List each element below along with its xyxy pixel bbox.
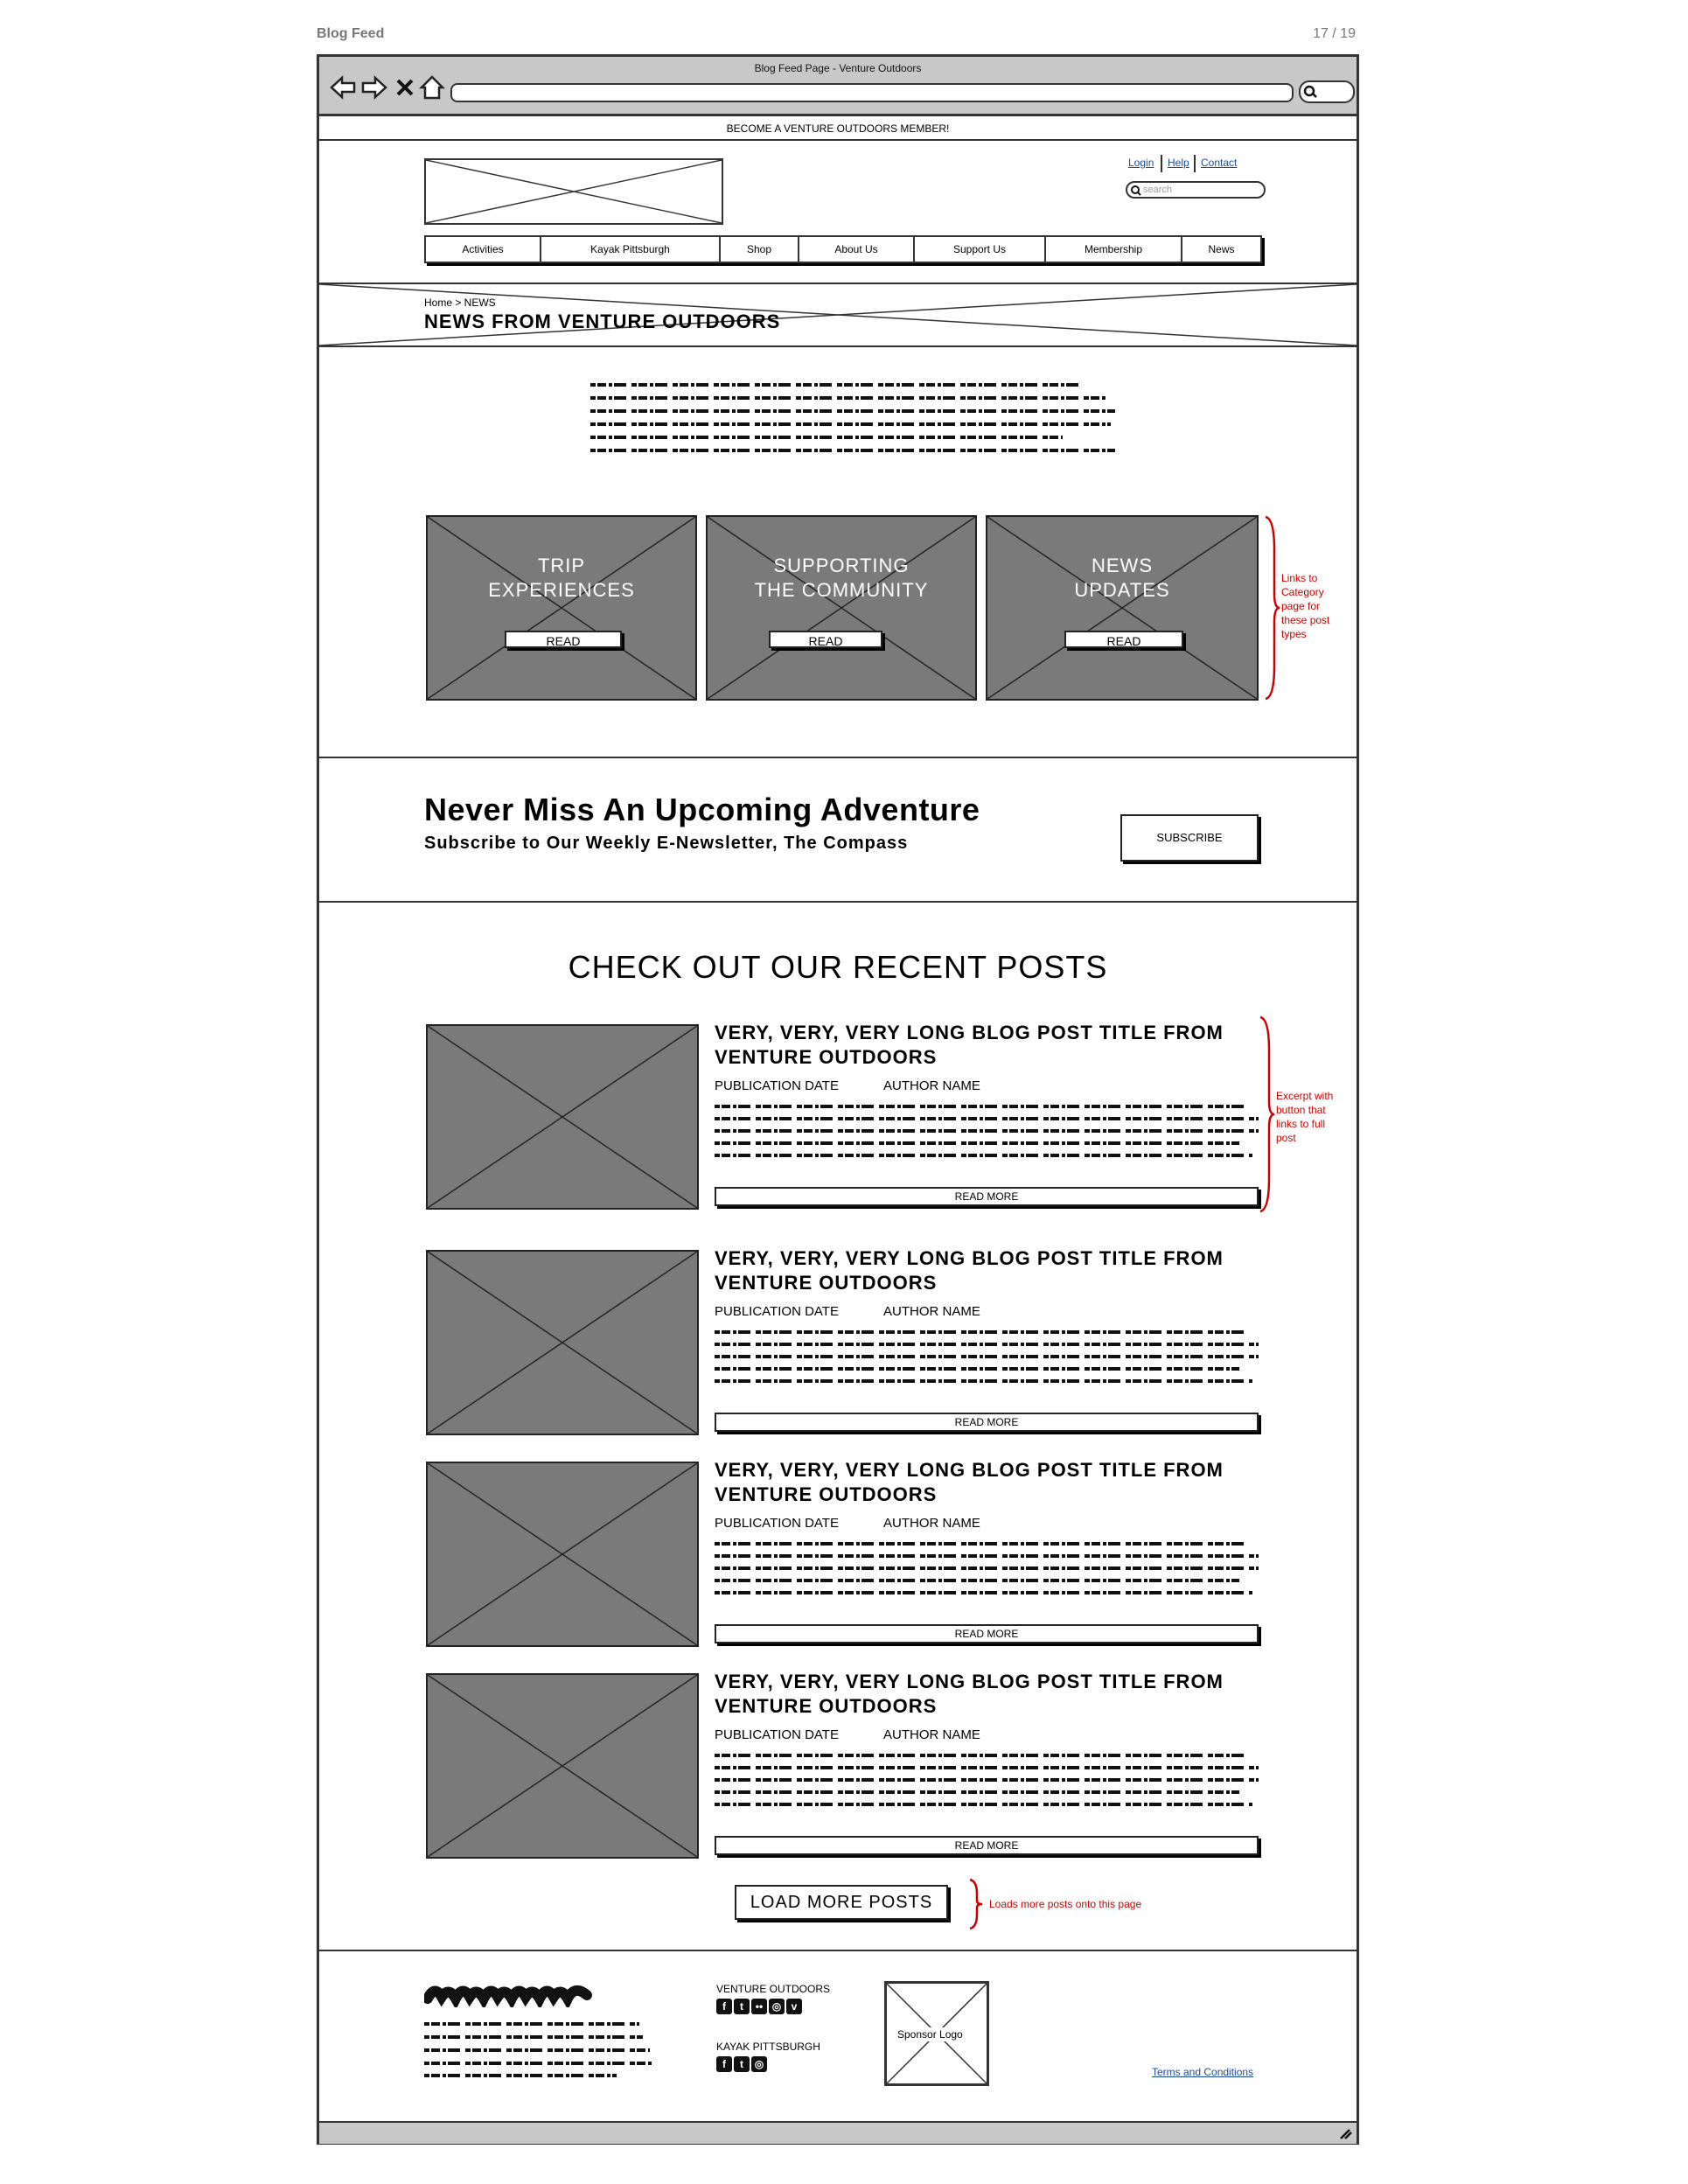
nav-activities[interactable]: Activities bbox=[426, 237, 541, 262]
sponsor-label: Sponsor Logo bbox=[897, 2028, 963, 2041]
footer-text-placeholder bbox=[424, 2020, 652, 2081]
read-button[interactable]: READ bbox=[769, 631, 882, 648]
footer-logo-placeholder bbox=[424, 1981, 592, 2007]
contact-link[interactable]: Contact bbox=[1201, 157, 1238, 169]
post-image[interactable] bbox=[426, 1250, 699, 1435]
subscribe-button[interactable]: SUBSCRIBE bbox=[1120, 814, 1259, 862]
category-label: NEWS bbox=[1092, 555, 1153, 576]
close-icon[interactable] bbox=[391, 73, 421, 102]
social-icons-venture-outdoors bbox=[716, 1999, 804, 2014]
facebook-icon[interactable]: f bbox=[716, 2056, 732, 2072]
post-image[interactable] bbox=[426, 1024, 699, 1210]
category-label: UPDATES bbox=[1074, 579, 1170, 601]
search-icon bbox=[1302, 82, 1320, 100]
search-input[interactable] bbox=[1126, 181, 1266, 199]
org-label-kayak-pittsburgh: KAYAK PITTSBURGH bbox=[716, 2041, 820, 2053]
annotation-brace bbox=[1264, 515, 1281, 701]
read-more-button[interactable]: READ MORE bbox=[715, 1413, 1259, 1432]
address-bar[interactable] bbox=[450, 83, 1294, 102]
post-author: AUTHOR NAME bbox=[883, 1078, 980, 1093]
read-button[interactable]: READ bbox=[505, 631, 622, 648]
divider bbox=[319, 757, 1357, 758]
annotation-brace bbox=[968, 1878, 984, 1930]
divider bbox=[1161, 155, 1162, 172]
post-date: PUBLICATION DATE bbox=[715, 1727, 839, 1742]
instagram-icon[interactable]: ◎ bbox=[751, 2056, 767, 2072]
post-date: PUBLICATION DATE bbox=[715, 1304, 839, 1319]
browser-toolbar bbox=[319, 57, 1357, 116]
category-label: SUPPORTING bbox=[773, 555, 910, 576]
breadcrumb[interactable]: Home > NEWS bbox=[424, 297, 496, 309]
annotation-load-more: Loads more posts onto this page bbox=[989, 1898, 1142, 1910]
read-more-button[interactable]: READ MORE bbox=[715, 1624, 1259, 1643]
category-label: EXPERIENCES bbox=[488, 579, 635, 601]
nav-kayak-pittsburgh[interactable]: Kayak Pittsburgh bbox=[541, 237, 721, 262]
category-label: TRIP bbox=[537, 555, 586, 576]
twitter-icon[interactable]: t bbox=[734, 2056, 750, 2072]
help-link[interactable]: Help bbox=[1168, 157, 1189, 169]
post-title[interactable]: VERY, VERY, VERY LONG BLOG POST TITLE FROM VENTURE OUTDOORS bbox=[715, 1459, 1224, 1505]
post-title[interactable]: VERY, VERY, VERY LONG BLOG POST TITLE FROM VENTURE OUTDOORS bbox=[715, 1671, 1224, 1717]
post-excerpt-placeholder bbox=[715, 1329, 1259, 1390]
category-tile-community[interactable] bbox=[706, 515, 977, 701]
read-button[interactable]: READ bbox=[1064, 631, 1183, 648]
home-icon[interactable] bbox=[417, 73, 447, 102]
annotation-categories: Links to Category page for these post types bbox=[1281, 572, 1330, 640]
post-date: PUBLICATION DATE bbox=[715, 1516, 839, 1531]
post-image[interactable] bbox=[426, 1462, 699, 1647]
browser-window bbox=[317, 54, 1359, 2145]
divider bbox=[1194, 155, 1196, 172]
post-title[interactable]: VERY, VERY, VERY LONG BLOG POST TITLE FROM VENTURE OUTDOORS bbox=[715, 1022, 1224, 1068]
divider bbox=[319, 1950, 1357, 1951]
post-date: PUBLICATION DATE bbox=[715, 1078, 839, 1093]
post-author: AUTHOR NAME bbox=[883, 1304, 980, 1319]
category-tile-trip[interactable] bbox=[426, 515, 697, 701]
newsletter-subhead: Subscribe to Our Weekly E-Newsletter, The Compass bbox=[424, 834, 909, 853]
divider bbox=[319, 901, 1357, 903]
instagram-icon[interactable]: ◎ bbox=[769, 1999, 785, 2014]
post-author: AUTHOR NAME bbox=[883, 1727, 980, 1742]
twitter-icon[interactable]: t bbox=[734, 1999, 750, 2014]
browser-search-button[interactable] bbox=[1299, 80, 1355, 103]
load-more-button[interactable]: LOAD MORE POSTS bbox=[735, 1885, 948, 1920]
forward-icon[interactable] bbox=[359, 73, 389, 102]
org-label-venture-outdoors: VENTURE OUTDOORS bbox=[716, 1983, 831, 1995]
post-excerpt-placeholder bbox=[715, 1540, 1259, 1601]
recent-posts-heading: CHECK OUT OUR RECENT POSTS bbox=[568, 949, 1108, 985]
social-icons-kayak-pittsburgh bbox=[716, 2056, 769, 2072]
nav-news[interactable]: News bbox=[1208, 243, 1235, 255]
post-title[interactable]: VERY, VERY, VERY LONG BLOG POST TITLE FROM VENTURE OUTDOORS bbox=[715, 1247, 1224, 1294]
nav-membership[interactable]: Membership bbox=[1046, 237, 1182, 262]
browser-status-bar bbox=[319, 2121, 1357, 2144]
annotation-brace bbox=[1259, 1015, 1276, 1213]
post-image[interactable] bbox=[426, 1673, 699, 1859]
logo-placeholder[interactable] bbox=[424, 158, 723, 225]
sponsor-logo[interactable] bbox=[884, 1981, 989, 2086]
search-placeholder: search bbox=[1143, 185, 1173, 195]
nav-support-us[interactable]: Support Us bbox=[915, 237, 1046, 262]
category-tile-news[interactable] bbox=[986, 515, 1259, 701]
member-banner[interactable]: BECOME A VENTURE OUTDOORS MEMBER! bbox=[319, 116, 1357, 141]
category-label: THE COMMUNITY bbox=[754, 579, 929, 601]
search-icon bbox=[1130, 185, 1142, 197]
flickr-icon[interactable]: •• bbox=[751, 1999, 767, 2014]
intro-text-placeholder bbox=[590, 380, 1124, 461]
main-nav bbox=[424, 235, 1262, 263]
window-title: Blog Feed Page - Venture Outdoors bbox=[754, 62, 922, 74]
read-more-button[interactable]: READ MORE bbox=[715, 1187, 1259, 1206]
nav-about-us[interactable]: About Us bbox=[799, 237, 915, 262]
newsletter-headline: Never Miss An Upcoming Adventure bbox=[424, 792, 980, 827]
nav-shop[interactable]: Shop bbox=[721, 237, 799, 262]
resize-grip-icon[interactable] bbox=[1337, 2126, 1353, 2140]
vimeo-icon[interactable]: v bbox=[786, 1999, 802, 2014]
post-excerpt-placeholder bbox=[715, 1103, 1259, 1164]
page-number: 17 / 19 bbox=[1313, 26, 1356, 41]
post-author: AUTHOR NAME bbox=[883, 1516, 980, 1531]
page-title: NEWS FROM VENTURE OUTDOORS bbox=[424, 311, 781, 332]
terms-link[interactable]: Terms and Conditions bbox=[1152, 2066, 1254, 2078]
annotation-excerpt: Excerpt with button that links to full post bbox=[1276, 1090, 1334, 1144]
page-label: Blog Feed bbox=[317, 26, 385, 41]
facebook-icon[interactable]: f bbox=[716, 1999, 732, 2014]
post-excerpt-placeholder bbox=[715, 1752, 1259, 1813]
read-more-button[interactable]: READ MORE bbox=[715, 1836, 1259, 1855]
login-link[interactable]: Login bbox=[1128, 157, 1154, 169]
hero-banner bbox=[319, 283, 1357, 347]
back-icon[interactable] bbox=[328, 73, 358, 102]
